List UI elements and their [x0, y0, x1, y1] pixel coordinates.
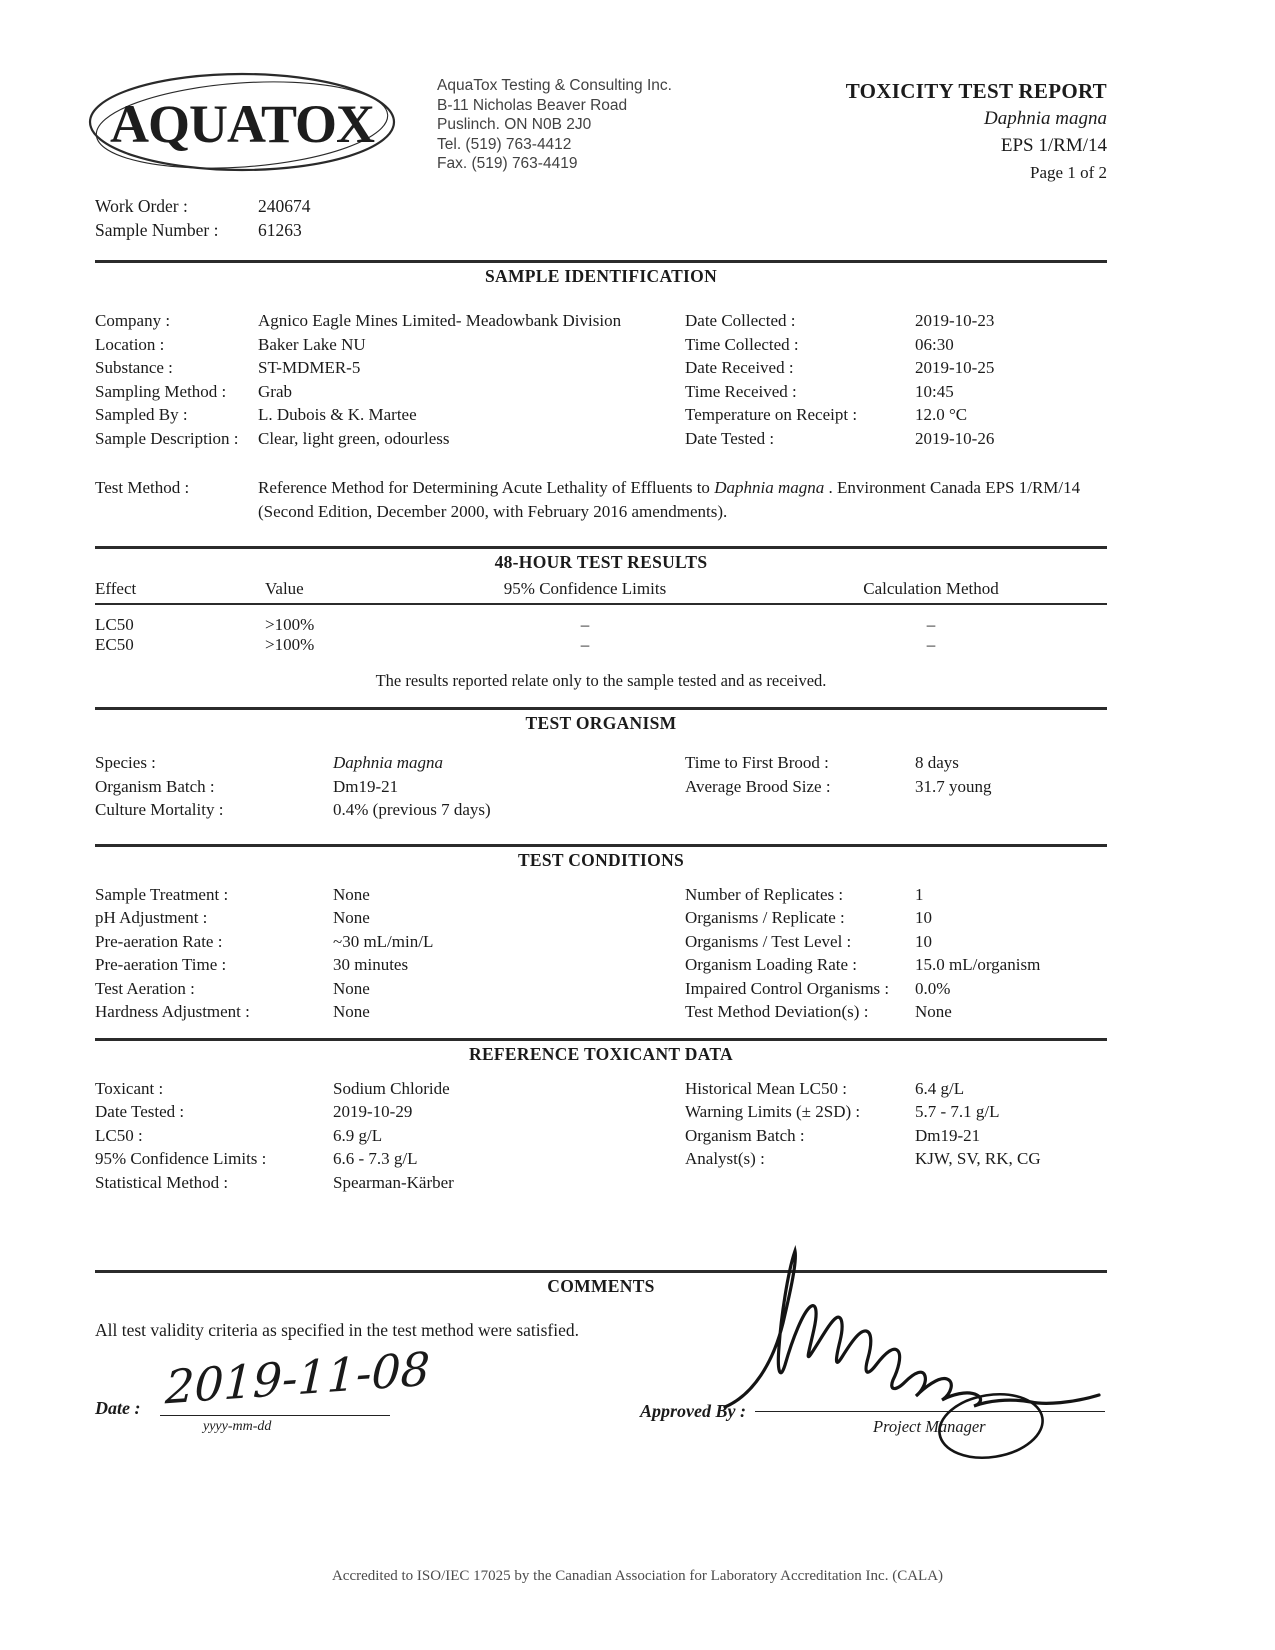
field-row — [685, 883, 1107, 907]
field-label: Historical Mean LC50 : — [685, 1078, 847, 1098]
field-value: 1 — [915, 884, 924, 904]
accreditation-footer: Accredited to ISO/IEC 17025 by the Canadian Association for Laboratory Accreditation Inc. (CALA) — [331, 1568, 944, 1584]
reftox-left-col — [95, 1077, 685, 1195]
field-label: Time to First Brood : — [685, 753, 829, 772]
field-row — [685, 356, 1107, 380]
field-label: Test Method Deviation(s) : — [685, 1002, 869, 1021]
organism-right-col — [685, 751, 1107, 822]
comments-text: All test validity criteria as specified in the test method were satisfied. — [95, 1320, 580, 1340]
field-row — [95, 883, 685, 907]
report-body — [95, 260, 1107, 1478]
field-row — [685, 1077, 1107, 1101]
field-label: Pre-aeration Rate : — [95, 931, 223, 951]
organism-left-col — [95, 751, 685, 822]
field-label: Test Aeration : — [95, 978, 195, 998]
section-divider — [95, 546, 1107, 549]
confidence-cell: – — [580, 615, 590, 634]
field-value: 0.0% — [915, 978, 951, 998]
field-row — [685, 953, 1107, 977]
field-value: 5.7 - 7.1 g/L — [915, 1102, 1000, 1121]
field-row — [95, 1124, 685, 1148]
field-label: Organisms / Test Level : — [685, 931, 852, 951]
field-value: 2019-10-25 — [915, 358, 995, 377]
field-label: Toxicant : — [95, 1078, 164, 1098]
field-label: Culture Mortality : — [95, 800, 224, 819]
field-label: Temperature on Receipt : — [685, 405, 858, 424]
field-label: Substance : — [95, 358, 173, 377]
column-header: Effect — [95, 579, 137, 598]
field-label: Hardness Adjustment : — [95, 1002, 250, 1021]
field-label: Time Received : — [685, 381, 797, 401]
field-row — [685, 751, 1107, 775]
field-label: Sampled By : — [95, 405, 188, 424]
field-row — [95, 751, 685, 775]
field-row — [95, 1000, 685, 1024]
field-value: Dm19-21 — [915, 1125, 981, 1145]
field-row — [95, 427, 685, 451]
field-value: 12.0 °C — [915, 405, 968, 424]
field-row — [685, 930, 1107, 954]
section-title-comments: COMMENTS — [547, 1276, 655, 1296]
field-label: Statistical Method : — [95, 1172, 229, 1192]
company-address-block — [437, 76, 672, 174]
field-label: Organism Batch : — [685, 1125, 805, 1145]
field-value: None — [333, 1002, 370, 1021]
reftox-right-col — [685, 1077, 1107, 1195]
field-value: None — [333, 884, 370, 904]
confidence-cell: – — [580, 635, 590, 654]
sample-identification-fields — [95, 309, 1107, 450]
field-label: Sample Treatment : — [95, 884, 229, 904]
field-value: None — [333, 978, 370, 998]
field-row — [95, 333, 685, 357]
field-value: 0.4% (previous 7 days) — [333, 800, 491, 819]
field-value: None — [915, 1002, 952, 1021]
results-note: The results reported relate only to the sample tested and as received. — [375, 671, 827, 690]
conditions-right-col — [685, 883, 1107, 1024]
table-row — [95, 635, 1107, 655]
oval-scribble-icon — [933, 1389, 1053, 1463]
field-label: Work Order : — [95, 196, 188, 216]
field-row — [95, 977, 685, 1001]
field-label: Species : — [95, 753, 156, 772]
field-label: Location : — [95, 334, 165, 354]
field-value: Clear, light green, odourless — [258, 428, 450, 448]
approved-by-label: Approved By : — [640, 1400, 746, 1421]
test-conditions-fields — [95, 883, 1107, 1024]
field-label: Organism Loading Rate : — [685, 955, 858, 974]
test-method-text — [258, 476, 1107, 524]
results-header-row — [95, 579, 1107, 599]
field-row — [685, 775, 1107, 799]
field-row — [95, 380, 685, 404]
field-label: pH Adjustment : — [95, 908, 208, 927]
field-label: Sample Description : — [95, 428, 239, 448]
field-value: ~30 mL/min/L — [333, 931, 434, 951]
field-row — [685, 1000, 1107, 1024]
field-label: Date Received : — [685, 358, 794, 377]
field-row — [685, 333, 1107, 357]
field-row — [95, 218, 311, 242]
section-title-results: 48-HOUR TEST RESULTS — [494, 552, 708, 572]
field-row — [95, 1147, 685, 1171]
field-row — [685, 1100, 1107, 1124]
field-row — [685, 403, 1107, 427]
field-label: Warning Limits (± 2SD) : — [685, 1102, 861, 1121]
field-value: None — [333, 908, 370, 927]
value-cell: >100% — [265, 635, 315, 654]
field-value: 15.0 mL/organism — [915, 955, 1041, 974]
field-row — [685, 1147, 1107, 1171]
company-name: AquaTox Testing & Consulting Inc. — [437, 77, 672, 94]
field-row — [685, 309, 1107, 333]
field-row — [95, 1171, 685, 1195]
sample-id-right-col — [685, 309, 1107, 450]
field-label: Organisms / Replicate : — [685, 908, 845, 927]
value-cell: >100% — [265, 615, 315, 634]
field-row — [685, 380, 1107, 404]
field-value: 6.4 g/L — [915, 1078, 965, 1098]
field-label: Test Method : — [95, 478, 190, 497]
field-value: 6.6 - 7.3 g/L — [333, 1149, 418, 1168]
field-row — [95, 403, 685, 427]
order-info — [95, 194, 311, 242]
field-label: Sample Number : — [95, 220, 219, 240]
report-title-block — [846, 78, 1107, 186]
field-label: Number of Replicates : — [685, 884, 844, 904]
logo-wordmark: AQUATOX — [109, 94, 375, 154]
signature-oval-scribble — [933, 1389, 1053, 1468]
field-label: Company : — [95, 311, 171, 330]
page-number: Page 1 of 2 — [1030, 163, 1107, 182]
field-label: Pre-aeration Time : — [95, 955, 227, 974]
field-label: Date Collected : — [685, 311, 796, 330]
company-fax: Fax. (519) 763-4419 — [437, 155, 578, 172]
species-subtitle: Daphnia magna — [984, 108, 1107, 129]
field-value: Agnico Eagle Mines Limited- Meadowbank Division — [258, 311, 622, 330]
company-city: Puslinch. ON N0B 2J0 — [437, 116, 592, 133]
field-value: Sodium Chloride — [333, 1078, 450, 1098]
date-label: Date : — [95, 1397, 141, 1418]
section-divider — [95, 707, 1107, 710]
field-value: Baker Lake NU — [258, 334, 366, 354]
method-code: EPS 1/RM/14 — [1000, 135, 1107, 156]
field-label: Average Brood Size : — [685, 776, 831, 796]
page-title: TOXICITY TEST REPORT — [845, 79, 1107, 103]
column-header: 95% Confidence Limits — [503, 579, 667, 598]
signature-area — [95, 1341, 1107, 1478]
field-value: 10:45 — [915, 381, 954, 401]
field-label: Date Tested : — [95, 1102, 185, 1121]
test-method-row — [95, 476, 1107, 524]
approver-title: Project Manager — [873, 1416, 986, 1436]
field-value: Grab — [258, 381, 292, 401]
section-title-sample-identification: SAMPLE IDENTIFICATION — [484, 266, 718, 286]
test-organism-fields — [95, 751, 1107, 822]
field-value: 8 days — [915, 753, 959, 772]
field-value: KJW, SV, RK, CG — [915, 1149, 1041, 1168]
calc-method-cell: – — [926, 635, 936, 654]
field-value: 2019-10-29 — [333, 1102, 413, 1121]
section-title-conditions: TEST CONDITIONS — [517, 849, 685, 870]
field-row — [685, 427, 1107, 451]
sample-id-left-col — [95, 309, 685, 450]
table-row — [95, 615, 1107, 635]
work-order-value: 240674 — [258, 196, 311, 216]
company-tel: Tel. (519) 763-4412 — [437, 135, 572, 153]
field-row — [95, 775, 685, 799]
field-value: Daphnia magna — [333, 753, 444, 772]
field-label: LC50 : — [95, 1125, 143, 1145]
reference-toxicant-fields — [95, 1077, 1107, 1195]
test-method-pre: Reference Method for Determining Acute Lethality of Effluents to — [258, 478, 715, 497]
field-row — [95, 1100, 685, 1124]
field-value: Dm19-21 — [333, 776, 399, 796]
effect-cell: LC50 — [95, 615, 134, 634]
field-label: Organism Batch : — [95, 776, 215, 796]
date-format-hint: yyyy-mm-dd — [203, 1418, 272, 1434]
test-method-species: Daphnia magna — [714, 478, 825, 497]
field-row — [95, 309, 685, 333]
conditions-left-col — [95, 883, 685, 1024]
field-row — [95, 906, 685, 930]
field-row — [685, 977, 1107, 1001]
field-value: 10 — [915, 931, 932, 951]
section-title-organism: TEST ORGANISM — [525, 713, 677, 733]
field-value: 2019-10-26 — [915, 428, 995, 448]
test-method-post: . Environment Canada EPS 1/RM/14 (Second Edition, December 2000, with February 2016 amendments). — [258, 478, 1081, 521]
aquatox-logo — [85, 68, 400, 185]
calc-method-cell: – — [926, 615, 936, 634]
field-value: 06:30 — [915, 334, 954, 354]
field-label: Date Tested : — [685, 428, 775, 448]
field-row — [95, 194, 311, 218]
effect-cell: EC50 — [95, 635, 134, 654]
section-divider — [95, 1038, 1107, 1041]
field-row — [685, 906, 1107, 930]
field-row — [95, 1077, 685, 1101]
field-row — [95, 930, 685, 954]
field-value: 6.9 g/L — [333, 1125, 383, 1145]
field-value: L. Dubois & K. Martee — [258, 405, 417, 424]
field-label: Analyst(s) : — [685, 1149, 765, 1168]
section-divider — [95, 260, 1107, 263]
field-label: Sampling Method : — [95, 381, 227, 401]
table-header-divider — [95, 603, 1107, 605]
field-row — [95, 798, 685, 822]
aquatox-logo-icon — [85, 68, 400, 180]
field-label: 95% Confidence Limits : — [95, 1149, 267, 1168]
handwritten-date: 2019-11-08 — [164, 1341, 431, 1414]
field-value: 10 — [915, 908, 932, 927]
field-row — [95, 356, 685, 380]
section-title-reftox: REFERENCE TOXICANT DATA — [469, 1043, 733, 1064]
field-value: Spearman-Kärber — [333, 1172, 454, 1192]
company-street: B-11 Nicholas Beaver Road — [437, 96, 628, 114]
column-header: Value — [265, 579, 304, 598]
field-row — [685, 1124, 1107, 1148]
column-header: Calculation Method — [863, 579, 999, 598]
field-row — [95, 953, 685, 977]
field-label: Time Collected : — [685, 334, 799, 354]
field-value: 30 minutes — [333, 955, 409, 974]
field-label: Impaired Control Organisms : — [685, 978, 890, 998]
date-signature-line — [160, 1415, 390, 1416]
field-value: ST-MDMER-5 — [258, 358, 361, 377]
field-value: 31.7 young — [915, 776, 992, 796]
section-divider — [95, 844, 1107, 847]
sample-number-value: 61263 — [258, 220, 302, 240]
field-value: 2019-10-23 — [915, 311, 995, 330]
